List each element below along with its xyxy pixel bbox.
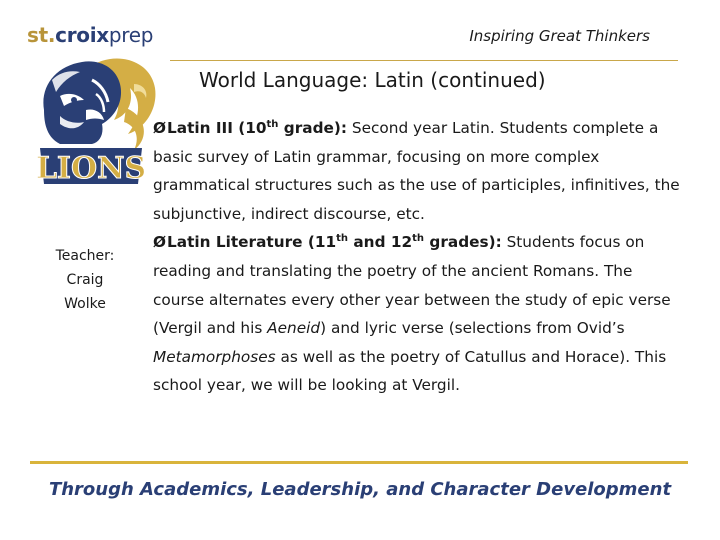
course-latin-literature: ØLatin Literature (11th and 12th grades): Students focus on reading and translating the poetry of the ancient Romans. The course alternates every other year between the study of epic verse (Vergil and his Aeneid) and lyric verse (selections from Ovid’s Metamorphoses as well as the poetry of Catullus and Horace). This school year, we will be looking at Vergil. <box>153 228 688 400</box>
brand-prep: prep <box>108 23 154 47</box>
slide-title: World Language: Latin (continued) <box>199 68 546 92</box>
brand-st: st. <box>27 23 56 47</box>
teacher-first-name: Craig <box>66 272 104 288</box>
teacher-label: Teacher: <box>55 248 115 264</box>
arrow-bullet-icon: Ø <box>153 233 167 252</box>
school-brand <box>27 23 153 51</box>
course-name: Latin III (10th grade): <box>167 118 348 137</box>
footer-divider <box>30 461 688 464</box>
lion-mascot-icon <box>30 50 160 190</box>
course-descriptions <box>153 114 688 400</box>
teacher-last-name: Wolke <box>64 296 106 312</box>
work-title-metamorphoses: Metamorphoses <box>153 347 276 366</box>
footer-motto: Through Academics, Leadership, and Character Development <box>48 479 672 500</box>
header-divider <box>170 60 678 61</box>
course-description: Second year Latin. Students complete a basic survey of Latin grammar, focusing on more complex grammatical structures such as the use of participles, infinitives, the subjunctive, indirect discourse, etc. <box>153 119 680 223</box>
tagline: Inspiring Great Thinkers <box>469 27 650 45</box>
teacher-info <box>30 244 140 316</box>
arrow-bullet-icon: Ø <box>153 119 167 137</box>
logo-text: LIONS <box>35 151 147 186</box>
brand-croix: croix <box>55 23 109 47</box>
course-latin-iii <box>153 114 688 228</box>
course-name: Latin Literature (11th and 12th grades): <box>167 233 502 252</box>
work-title-aeneid: Aeneid <box>267 319 321 338</box>
course-description: Students focus on reading and translating the poetry of the ancient Romans. The course alternates every other year between the study of epic verse (Vergil and his <box>153 233 671 338</box>
